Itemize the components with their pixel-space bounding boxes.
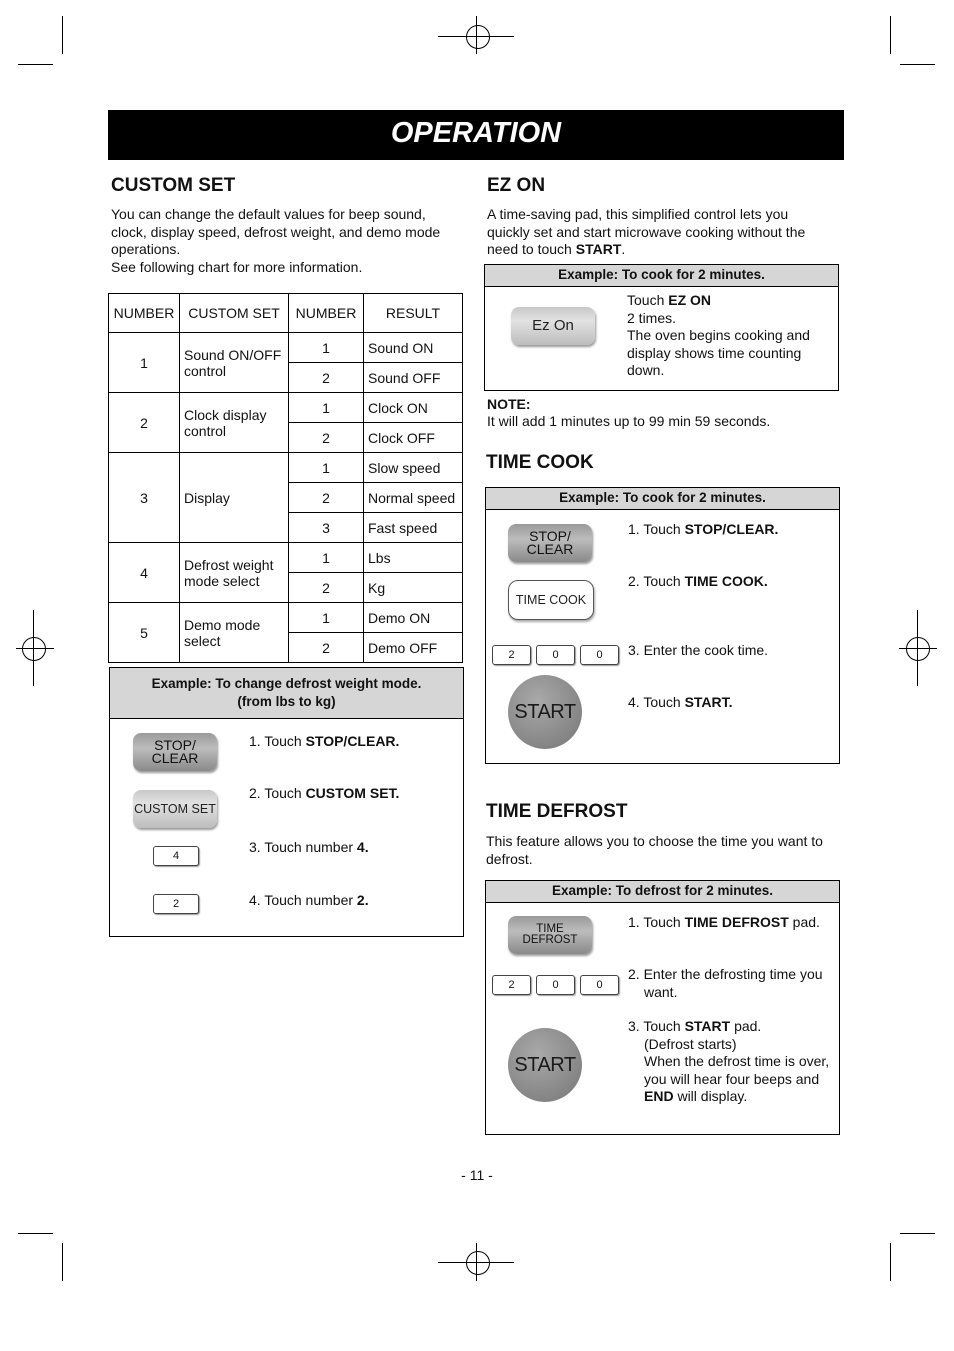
stop-clear-pad: STOP/ CLEAR: [133, 733, 217, 771]
table-row: [109, 453, 463, 483]
table-cell: Display: [180, 453, 289, 543]
step-text: 1. Touch: [628, 914, 685, 930]
table-row: [109, 543, 463, 573]
intro-bold: START: [575, 241, 622, 257]
ez-on-intro: [487, 206, 832, 259]
example-title: Example: To defrost for 2 minutes.: [486, 881, 839, 903]
table-cell: 1: [289, 453, 364, 483]
example-title: Example: To cook for 2 minutes.: [486, 488, 839, 510]
step-bold: START: [684, 1018, 731, 1034]
ez-on-pad: Ez On: [511, 307, 595, 345]
step-bold: CUSTOM SET.: [305, 785, 400, 801]
table-cell: 1: [289, 333, 364, 363]
table-header: CUSTOM SET: [180, 294, 289, 333]
step-3: [249, 839, 369, 857]
table-cell: Demo mode select: [180, 603, 289, 663]
start-pad: START: [508, 1028, 582, 1102]
table-cell: Sound ON: [364, 333, 463, 363]
step-text: 4. Touch number: [249, 892, 357, 908]
step-text: pad.: [788, 914, 820, 930]
ez-on-example-box: [484, 264, 839, 391]
step-text: will display.: [673, 1088, 748, 1104]
example-title: Example: To change defrost weight mode.: [151, 676, 422, 691]
table-cell: 1: [109, 333, 180, 393]
table-cell: 2: [109, 393, 180, 453]
table-cell: 2: [289, 573, 364, 603]
step-bold: EZ ON: [668, 292, 712, 308]
intro-text: A time-saving pad, this simplified control lets you quickly set and start microwave cooking without the need to touch: [487, 206, 806, 257]
step-bold: STOP/CLEAR.: [684, 521, 779, 537]
table-cell: Demo OFF: [364, 633, 463, 663]
time-defrost-pad: TIME DEFROST: [508, 916, 592, 954]
custom-set-heading: CUSTOM SET: [111, 175, 236, 196]
example-subtitle: (from lbs to kg): [237, 694, 336, 709]
table-cell: 2: [289, 363, 364, 393]
table-cell: 1: [289, 543, 364, 573]
step-1: [628, 521, 778, 539]
table-cell: 1: [289, 603, 364, 633]
step-bold: START.: [684, 694, 733, 710]
table-cell: 5: [109, 603, 180, 663]
step-1: [628, 914, 838, 932]
table-cell: 2: [289, 633, 364, 663]
custom-set-pad: CUSTOM SET: [133, 790, 217, 828]
step-bold: TIME DEFROST: [684, 914, 789, 930]
note-text: It will add 1 minutes up to 99 min 59 seconds.: [487, 413, 771, 429]
number-0-key: 0: [536, 645, 575, 665]
page-number: - 11 -: [461, 1167, 493, 1183]
table-cell: 1: [289, 393, 364, 423]
time-defrost-intro: This feature allows you to choose the time you want to defrost.: [486, 833, 823, 867]
step-text: pad.: [730, 1018, 762, 1034]
step-text: Touch: [627, 292, 669, 308]
table-row: [109, 393, 463, 423]
table-row: [109, 333, 463, 363]
step-text: 2. Touch: [249, 785, 306, 801]
number-0-key: 0: [536, 975, 575, 995]
time-defrost-example-box: [485, 880, 840, 1135]
intro-text: .: [621, 241, 626, 257]
ez-on-instructions: [627, 292, 827, 380]
step-bold: STOP/CLEAR.: [305, 733, 400, 749]
table-cell: Kg: [364, 573, 463, 603]
number-4-key: 4: [153, 846, 199, 866]
step-3: [628, 1018, 840, 1106]
table-cell: Defrost weight mode select: [180, 543, 289, 603]
step-4: [628, 694, 733, 712]
table-cell: 2: [289, 423, 364, 453]
custom-set-example-box: [109, 667, 464, 937]
custom-set-intro-text: You can change the default values for beep sound, clock, display speed, defrost weight, and demo mode operations.: [111, 206, 441, 257]
instruction-line: 2 times.: [627, 309, 677, 326]
step-2: 2. Enter the defrosting time you want.: [628, 966, 823, 1000]
step-bold: 4.: [356, 839, 369, 855]
instruction-line: [627, 292, 827, 310]
note-label: NOTE:: [487, 396, 531, 412]
step-3-line: (Defrost starts): [644, 1035, 737, 1052]
number-2-key: 2: [492, 645, 531, 665]
table-row: [109, 603, 463, 633]
table-cell: Sound OFF: [364, 363, 463, 393]
custom-set-table: [108, 293, 463, 663]
table-cell: 3: [109, 453, 180, 543]
step-3-line: [628, 1053, 840, 1106]
step-1: [249, 733, 399, 751]
number-0-key: 0: [580, 645, 619, 665]
table-cell: Clock ON: [364, 393, 463, 423]
table-header: RESULT: [364, 294, 463, 333]
table-header-row: [109, 294, 463, 333]
step-2: [628, 573, 768, 591]
table-cell: Slow speed: [364, 453, 463, 483]
table-header: NUMBER: [109, 294, 180, 333]
table-cell: Clock OFF: [364, 423, 463, 453]
step-text: 1. Touch: [628, 521, 685, 537]
step-bold: END: [644, 1088, 674, 1104]
table-cell: Lbs: [364, 543, 463, 573]
step-text: When the defrost time is over, you will hear four beeps and: [644, 1053, 830, 1087]
time-cook-pad: TIME COOK: [508, 580, 594, 620]
start-pad: START: [508, 675, 582, 749]
step-bold: TIME COOK.: [684, 573, 768, 589]
step-text: 1. Touch: [249, 733, 306, 749]
step-4: [249, 892, 369, 910]
time-defrost-heading: TIME DEFROST: [486, 801, 628, 822]
table-cell: Clock display control: [180, 393, 289, 453]
page-title: OPERATION: [108, 110, 844, 160]
table-cell: 2: [289, 483, 364, 513]
table-cell: Sound ON/OFF control: [180, 333, 289, 393]
number-0-key: 0: [580, 975, 619, 995]
example-title: Example: To cook for 2 minutes.: [485, 265, 838, 287]
step-text: 2. Touch: [628, 573, 685, 589]
custom-set-intro: [111, 206, 456, 276]
table-cell: Demo ON: [364, 603, 463, 633]
number-2-key: 2: [492, 975, 531, 995]
ez-on-heading: EZ ON: [487, 175, 546, 196]
step-text: 3. Touch number: [249, 839, 357, 855]
time-cook-heading: TIME COOK: [486, 452, 594, 473]
number-2-key: 2: [153, 894, 199, 914]
table-cell: Normal speed: [364, 483, 463, 513]
time-cook-example-box: [485, 487, 840, 764]
table-header: NUMBER: [289, 294, 364, 333]
table-cell: 3: [289, 513, 364, 543]
step-3: 3. Enter the cook time.: [628, 642, 769, 658]
ez-on-note: [487, 396, 770, 430]
stop-clear-pad: STOP/ CLEAR: [508, 524, 592, 562]
step-2: [249, 785, 399, 803]
step-text: 3. Touch: [628, 1018, 685, 1034]
instruction-line: The oven begins cooking and display shows time counting down.: [627, 327, 810, 378]
step-3-line: [628, 1018, 840, 1036]
step-text: 4. Touch: [628, 694, 685, 710]
table-cell: Fast speed: [364, 513, 463, 543]
example-header: [110, 668, 463, 719]
table-cell: 4: [109, 543, 180, 603]
step-bold: 2.: [356, 892, 369, 908]
custom-set-intro-text-2: See following chart for more information.: [111, 258, 363, 275]
